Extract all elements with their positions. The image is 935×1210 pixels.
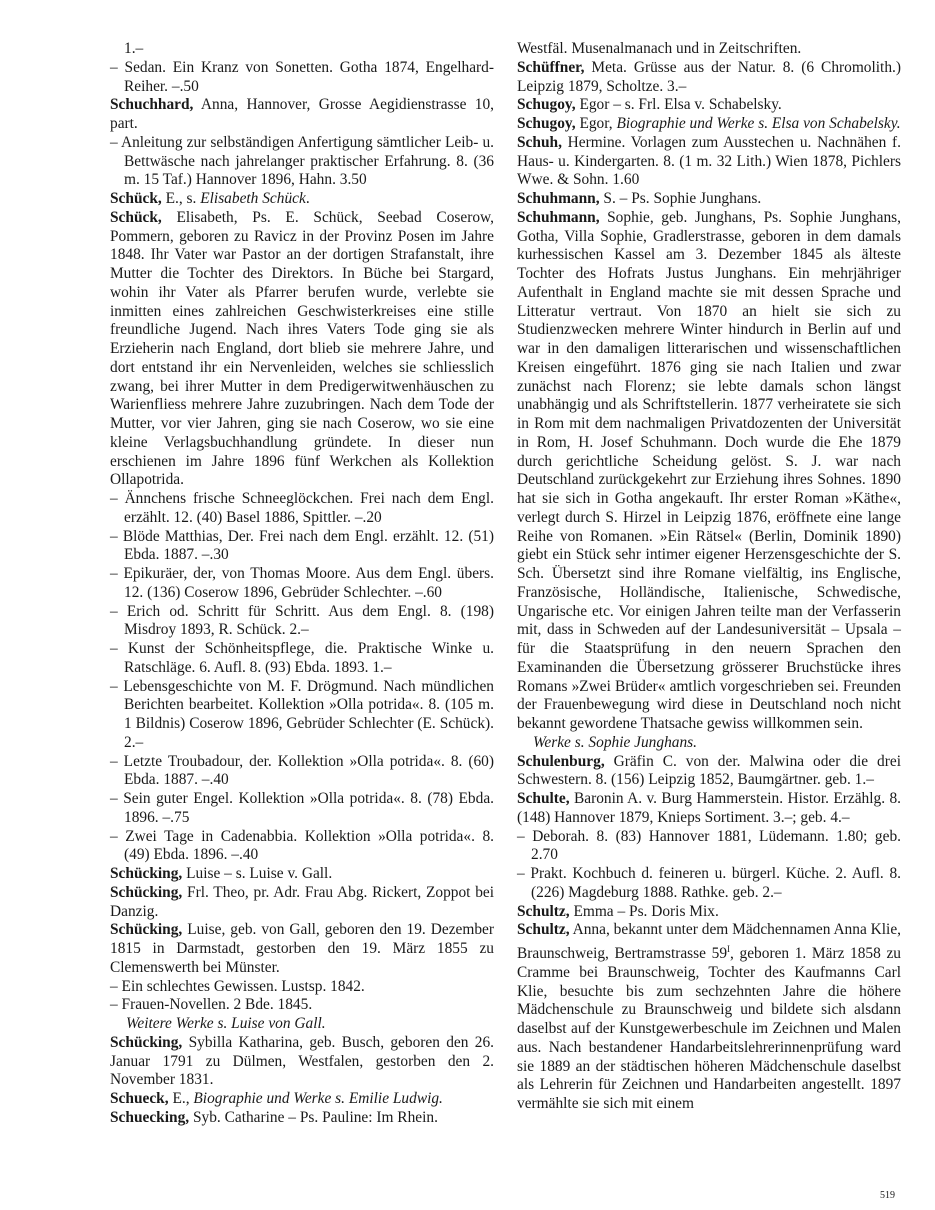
entry-headword: Schücking, <box>110 883 183 901</box>
dictionary-entry <box>110 565 494 603</box>
dictionary-entry <box>110 790 494 828</box>
entry-text: Egor, <box>575 115 617 132</box>
entry-text: – Frauen-Novellen. 2 Bde. 1845. <box>110 996 313 1014</box>
entry-text: – Deborah. 8. (83) Hannover 1881, Lüdemann. 1.80; geb. 2.70 <box>517 827 901 864</box>
entry-text: – Ännchens frische Schneeglöckchen. Frei nach dem Engl. erzählt. 12. (40) Basel 1886, Spittler. –.20 <box>110 490 494 526</box>
dictionary-entry <box>517 790 901 828</box>
entry-text: – Erich od. Schritt für Schritt. Aus dem Engl. 8. (198) Misdroy 1893, R. Schück. 2.– <box>110 602 494 639</box>
dictionary-entry <box>517 753 901 791</box>
entry-headword: Schuh, <box>517 133 562 151</box>
dictionary-entry <box>517 209 901 734</box>
dictionary-entry <box>110 640 494 678</box>
entry-superscript: I <box>727 944 731 954</box>
entry-headword: Schulte, <box>517 790 570 807</box>
right-column <box>517 40 901 1114</box>
dictionary-entry <box>110 59 494 97</box>
entry-italic-text: Weitere Werke s. Luise von Gall. <box>126 1015 326 1032</box>
dictionary-entry <box>517 40 901 59</box>
dictionary-entry <box>110 753 494 791</box>
dictionary-entry <box>110 490 494 528</box>
dictionary-entry <box>517 190 901 209</box>
entry-text: – Anleitung zur selbständigen Anfertigung sämtlicher Leib- u. Bettwäsche nach jahrelanger praktischer Erfahrung. 8. (36 m. 15 Taf.) Hannover 1896, Hahn. 3.50 <box>110 133 494 189</box>
entry-text: – Letzte Troubadour, der. Kollektion »Olla potrida«. 8. (60) Ebda. 1887. –.40 <box>110 752 494 789</box>
entry-text: E., s. <box>161 190 201 207</box>
dictionary-entry <box>517 134 901 190</box>
entry-text: Sophie, geb. Junghans, Ps. Sophie Junghans, Gotha, Villa Sophie, Gradlerstrasse, geboren in dem damals kurhessischen Kassel am 3. Dezember 1845 als älteste Tochter des Hofrats Justus Junghans. Ein mehrjähriger Aufenthalt in England machte sie mit dessen Sprache und Litteratur vertraut. Von 1870 an hielt sie sich zu Studienzwecken mehrere Winter hindurch in Berlin auf und war in den damaligen litterarischen und wissenschaftlichen Kreisen eingeführt. 1876 ging sie nach Italien und zwar zunächst nach Florenz; sie lebte damals schon längst unabhängig und als Schriftstellerin. 1877 verheiratete sie sich in Rom mit dem nachmaligen Privatdozenten der Universität in Rom, H. Josef Schuhmann. Doch wurde die Ehe 1879 durch gerichtliche Scheidung gelöst. S. J. war nach Deutschland zurückgekehrt zur Erziehung ihres Sohnes. 1890 hat sie sich in Gotha angekauft. Ihr erster Roman »Käthe«, verlegt durch S. Hirzel in Leipzig 1876, eröffnete eine lange Reihe von Romanen. »Ein Rätsel« (Berlin, Dominik 1890) giebt ein Stück sehr intimer eigener Herzensgeschichte der S. Sch. Übersetzt sind ihre Romane vielfältig, ins Englische, Französische, Holländische, Italienische, Schwedische, Ungarische etc. Vor einigen Jahren teilte man der Verfasserin mit, dass in Schweden auf der Landesuniversität – Upsala – für die Staatsprüfung in den neuern Sprachen den Examinanden die Übersetzung grösserer Bruchstücke ihres Romans »Zwei Brüder« amtlich vorgeschrieben sei. Freunden der Frauenbewegung wird diese in Deutschland noch nicht bekannt gewordene Thatsache gewiss willkommen sein. <box>517 208 901 732</box>
entry-headword: Schuchhard, <box>110 96 194 114</box>
dictionary-entry <box>110 678 494 753</box>
entry-text: Frl. Theo, pr. Adr. Frau Abg. Rickert, Zoppot bei Danzig. <box>110 883 494 920</box>
entry-italic-text: Biographie und Werke s. Emilie Ludwig. <box>193 1090 443 1107</box>
entry-italic-text: Elisabeth Schück <box>200 190 306 207</box>
entry-headword: Schultz, <box>517 902 570 920</box>
entry-headword: Schüffner, <box>517 58 585 76</box>
dictionary-entry <box>110 96 494 134</box>
entry-text: 1.– <box>124 40 144 57</box>
entry-text: – Kunst der Schönheitspflege, die. Praktische Winke u. Ratschläge. 6. Aufl. 8. (93) Ebda. 1893. 1.– <box>110 640 494 676</box>
entry-text: – Prakt. Kochbuch d. feineren u. bürgerl. Küche. 2. Aufl. 8. (226) Magdeburg 1888. Rathke. geb. 2.– <box>517 865 901 901</box>
entry-text: Sybilla Katharina, geb. Busch, geboren den 26. Januar 1791 zu Dülmen, Westfalen, gestorben den 2. November 1831. <box>110 1033 494 1089</box>
entry-headword: Schulenburg, <box>517 752 605 770</box>
entry-headword: Schuhmann, <box>517 208 600 226</box>
entry-text: Syb. Catharine – Ps. Pauline: Im Rhein. <box>189 1108 438 1126</box>
dictionary-entry <box>110 1109 494 1128</box>
dictionary-entry <box>110 209 494 490</box>
entry-text: – Ein schlechtes Gewissen. Lustsp. 1842. <box>110 977 365 995</box>
entry-text: – Sedan. Ein Kranz von Sonetten. Gotha 1874, Engelhard-Reiher. –.50 <box>110 58 494 95</box>
dictionary-entry <box>110 528 494 566</box>
dictionary-entry <box>110 828 494 866</box>
entry-text: – Lebensgeschichte von M. F. Drögmund. Nach mündlichen Berichten bearbeitet. Kollektion »Olla potrida«. 8. (105 m. 1 Bildnis) Coserow 1896, Gebrüder Schlechter (E. Schück). 2.– <box>110 677 494 751</box>
entry-headword: Schück, <box>110 208 162 226</box>
dictionary-entry <box>110 884 494 922</box>
entry-headword: Schücking, <box>110 921 183 939</box>
dictionary-entry <box>110 134 494 190</box>
entry-text: Anna, Hannover, Grosse Aegidienstrasse 10, part. <box>110 96 494 132</box>
dictionary-entry <box>110 865 494 884</box>
dictionary-entry <box>110 996 494 1015</box>
dictionary-entry <box>110 978 494 997</box>
entry-text: Luise – s. Luise v. Gall. <box>182 865 333 882</box>
entry-headword: Schuecking, <box>110 1108 190 1126</box>
entry-text: , geboren 1. März 1858 zu Cramme bei Braunschweig, Tochter des Kaufmanns Carl Klie, besuchte bis zum sechzehnten Jahre die höhere Mädchenschule zu Braunschweig und bildete sich alsdann daselbst auf der Kunstgewerbeschule im Zeichnen und Malen aus. Nach bestandener Handarbeitslehrerinnenprüfung ward sie 1889 an der städtischen höheren Mädchenschule daselbst als Lehrerin für Zeichnen und Handarbeiten angestellt. 1897 vermählte sie sich mit einem <box>517 945 901 1113</box>
entry-text: – Blöde Matthias, Der. Frei nach dem Engl. erzählt. 12. (51) Ebda. 1887. –.30 <box>110 527 494 564</box>
entry-text: Elisabeth, Ps. E. Schück, Seebad Coserow, Pommern, geboren zu Ravicz in der Provinz Posen im Jahre 1848. Ihr Vater war Pastor an der dortigen Strafanstalt, ihre Mutter die Tochter des Direktors. In Büche bei Stargard, wohin ihr Vater als Pfarrer berufen wurde, verlebte sie inmitten eines zahlreichen Geschwisterkreises eine stille freundliche Jugend. Nach ihres Vaters Tode ging sie als Erzieherin nach England, dort blieb sie mehrere Jahre, und dort entstand ihr ein Nervenleiden, welches sie schliesslich zwang, bei ihrer Mutter in dem Predigerwitwenhäuschen zu Warienfliess mehrere Jahre zuzubringen. Nach dem Tode der Mutter, vor vier Jahren, ging sie nach Coserow, wo sie eine kleine Verlagsbuchhandlung gründete. In dieser nun erschienen im Jahre 1896 fünf Werkchen als Kollektion Ollapotrida. <box>110 208 494 489</box>
dictionary-entry <box>517 903 901 922</box>
entry-headword: Schücking, <box>110 865 183 882</box>
entry-italic-text: Werke s. Sophie Junghans. <box>533 733 697 751</box>
entry-italic-text: Biographie und Werke s. Elsa von Schabelsky. <box>616 115 901 132</box>
dictionary-entry <box>110 40 494 59</box>
dictionary-entry <box>517 115 901 134</box>
entry-text: Hermine. Vorlagen zum Ausstechen u. Nachnähen f. Haus- u. Kindergarten. 8. (1 m. 32 Lith.) Wien 1878, Pichlers Wwe. & Sohn. 1.60 <box>517 133 901 189</box>
entry-text: Baronin A. v. Burg Hammerstein. Histor. Erzählg. 8. (148) Hannover 1879, Knieps Sortiment. 3.–; geb. 4.– <box>517 790 901 826</box>
entry-text: Meta. Grüsse aus der Natur. 8. (6 Chromolith.) Leipzig 1879, Scholtze. 3.– <box>517 58 901 95</box>
entry-text: – Sein guter Engel. Kollektion »Olla potrida«. 8. (78) Ebda. 1896. –.75 <box>110 790 494 826</box>
dictionary-entry <box>517 734 901 753</box>
entry-text: Luise, geb. von Gall, geboren den 19. Dezember 1815 in Darmstadt, gestorben den 19. März 1855 zu Clemenswerth bei Münster. <box>110 921 494 976</box>
dictionary-entry <box>517 59 901 97</box>
entry-headword: Schuhmann, <box>517 190 600 207</box>
entry-headword: Schueck, <box>110 1090 169 1107</box>
entry-headword: Schugoy, <box>517 96 576 114</box>
dictionary-entry <box>110 190 494 209</box>
left-column <box>110 40 494 1128</box>
entry-text: E., <box>168 1090 194 1107</box>
dictionary-entry <box>110 1015 494 1034</box>
dictionary-entry <box>110 1034 494 1090</box>
entry-text: – Zwei Tage in Cadenabbia. Kollektion »Olla potrida«. 8. (49) Ebda. 1896. –.40 <box>110 827 494 864</box>
entry-text: Emma – Ps. Doris Mix. <box>569 902 719 920</box>
page-number: 519 <box>880 1190 895 1201</box>
entry-headword: Schück, <box>110 190 162 207</box>
entry-headword: Schugoy, <box>517 115 576 132</box>
dictionary-entry <box>517 865 901 903</box>
dictionary-entry <box>517 828 901 866</box>
entry-text: . <box>305 190 310 207</box>
entry-text: Westfäl. Musenalmanach und in Zeitschriften. <box>517 40 802 57</box>
entry-text: Gräfin C. von der. Malwina oder die drei Schwestern. 8. (156) Leipzig 1852, Baumgärtner. geb. 1.– <box>517 752 901 789</box>
entry-text: S. – Ps. Sophie Junghans. <box>599 190 762 207</box>
dictionary-entry <box>110 921 494 977</box>
dictionary-entry <box>517 96 901 115</box>
dictionary-entry <box>517 921 901 1114</box>
dictionary-entry <box>110 1090 494 1109</box>
entry-headword: Schultz, <box>517 921 570 939</box>
entry-text: Anna, bekannt unter dem Mädchennamen Anna Klie, Braunschweig, Bertramstrasse 59 <box>517 921 901 963</box>
dictionary-entry <box>110 603 494 641</box>
entry-headword: Schücking, <box>110 1033 183 1051</box>
entry-text: Egor – s. Frl. Elsa v. Schabelsky. <box>575 96 782 114</box>
entry-text: – Epikuräer, der, von Thomas Moore. Aus dem Engl. übers. 12. (136) Coserow 1896, Gebrüder Schlechter. –.60 <box>110 565 494 601</box>
